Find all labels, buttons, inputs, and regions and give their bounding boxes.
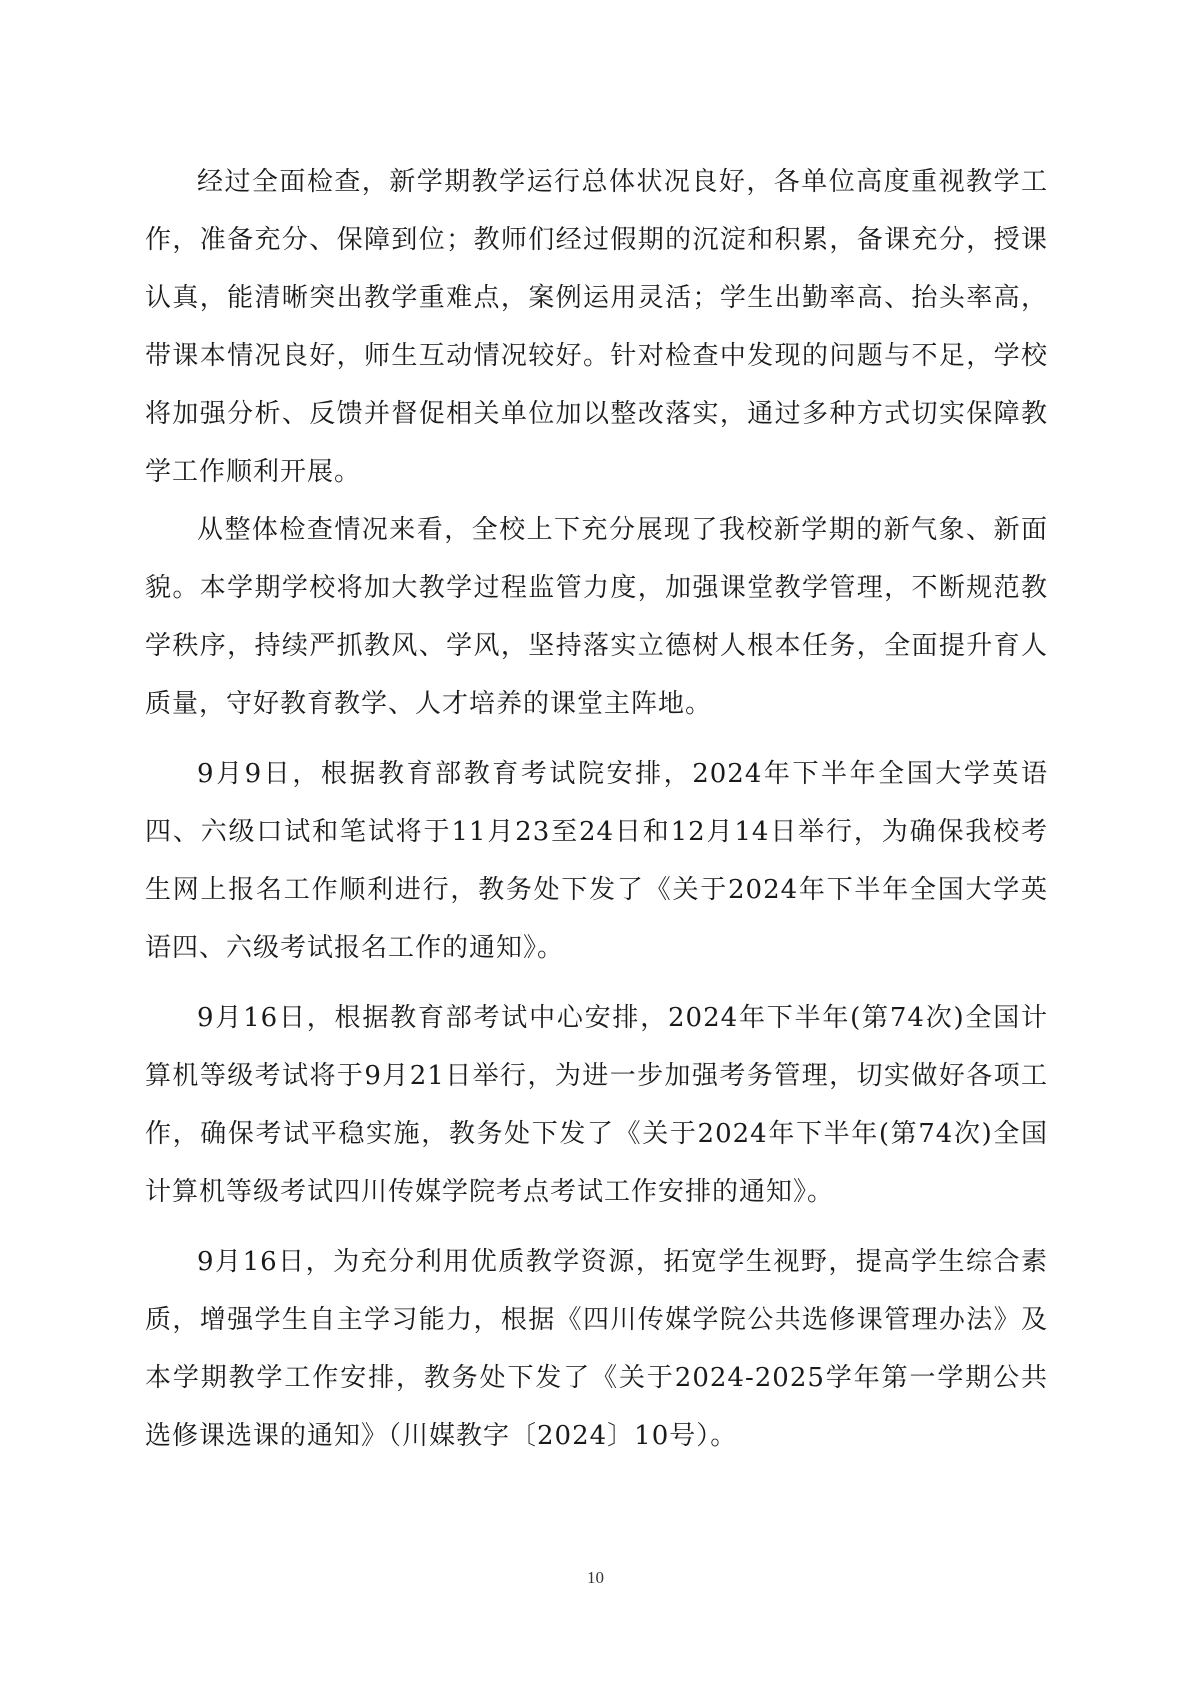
paragraph-inspection-summary: 经过全面检查，新学期教学运行总体状况良好，各单位高度重视教学工作，准备充分、保障到位；教师们经过假期的沉淀和积累，备课充分，授课认真，能清晰突出教学重难点，案例运用灵活；学生出勤率高、抬头率高，带课本情况良好，师生互动情况较好。针对检查中发现的问题与不足，学校将加强分析、反馈并督促相关单位加以整改落实，通过多种方式切实保障教学工作顺利开展。 [145,167,1048,487]
paragraph-computer-exam: 9月16日，根据教育部考试中心安排，2024年下半年(第74次)全国计算机等级考试将于9月21日举行，为进一步加强考务管理，切实做好各项工作，确保考试平稳实施，教务处下发了《关于2024年下半年(第74次)全国计算机等级考试四川传媒学院考点考试工作安排的通知》。 [145,1003,1048,1207]
paragraph-cet-registration: 9月9日，根据教育部教育考试院安排，2024年下半年全国大学英语四、六级口试和笔试将于11月23至24日和12月14日举行，为确保我校考生网上报名工作顺利进行，教务处下发了《关于2024年下半年全国大学英语四、六级考试报名工作的通知》。 [145,759,1048,963]
paragraph-elective-courses: 9月16日，为充分利用优质教学资源，拓宽学生视野，提高学生综合素质，增强学生自主学习能力，根据《四川传媒学院公共选修课管理办法》及本学期教学工作安排，教务处下发了《关于2024-2025学年第一学期公共选修课选课的通知》（川媒教字〔2024〕10号）。 [145,1247,1048,1451]
paragraph-overall-situation: 从整体检查情况来看，全校上下充分展现了我校新学期的新气象、新面貌。本学期学校将加大教学过程监管力度，加强课堂教学管理，不断规范教学秩序，持续严抓教风、学风，坚持落实立德树人根本任务，全面提升育人质量，守好教育教学、人才培养的课堂主阵地。 [145,515,1048,719]
page-number: 10 [587,1568,604,1587]
document-body [145,153,1048,1465]
